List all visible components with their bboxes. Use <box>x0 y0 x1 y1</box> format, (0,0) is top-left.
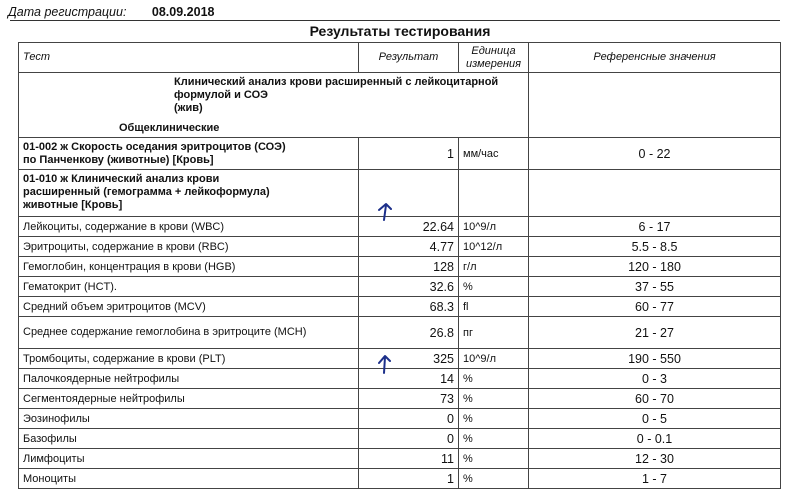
row-result: 11 <box>359 449 459 469</box>
table-header-row <box>19 43 781 73</box>
row-unit: % <box>459 409 529 429</box>
test-cbc-unit <box>459 170 529 217</box>
table-row <box>19 217 781 237</box>
table-row <box>19 297 781 317</box>
row-result: 14 <box>359 369 459 389</box>
table-row <box>19 277 781 297</box>
row-reference: 21 - 27 <box>529 317 781 349</box>
header-result: Результат <box>359 43 459 73</box>
row-test-name: Среднее содержание гемоглобина в эритроците (MCH) <box>19 317 359 349</box>
table-row <box>19 469 781 489</box>
row-test-name: Лимфоциты <box>19 449 359 469</box>
test-cbc-name <box>19 170 359 217</box>
section-general-blank <box>529 115 781 138</box>
row-unit: % <box>459 389 529 409</box>
row-unit: % <box>459 429 529 449</box>
row-reference: 1 - 7 <box>529 469 781 489</box>
header-unit-line1: Единица <box>471 44 516 57</box>
header-unit <box>459 43 529 73</box>
table-row <box>19 170 781 217</box>
table-row <box>19 449 781 469</box>
top-divider <box>10 20 780 21</box>
test-cbc-ref <box>529 170 781 217</box>
table-row <box>19 349 781 369</box>
section-panel-line1: Клинический анализ крови расширенный с лейкоцитарной формулой и СОЭ <box>174 76 499 101</box>
header-reference: Референсные значения <box>529 43 781 73</box>
pen-arrow-up-stroke <box>379 356 390 373</box>
table-row <box>19 257 781 277</box>
test-cbc-line2: расширенный (гемограмма + лейкоформула) <box>23 186 270 198</box>
row-test-name: Сегментоядерные нейтрофилы <box>19 389 359 409</box>
row-reference: 0 - 3 <box>529 369 781 389</box>
row-unit: 10^9/л <box>459 217 529 237</box>
section-general-row <box>19 115 781 138</box>
row-test-name: Эозинофилы <box>19 409 359 429</box>
header-test: Тест <box>19 43 359 73</box>
row-test-name: Средний объем эритроцитов (MCV) <box>19 297 359 317</box>
table-row <box>19 389 781 409</box>
test-esr-result: 1 <box>359 138 459 170</box>
row-reference: 0 - 0.1 <box>529 429 781 449</box>
row-reference: 60 - 77 <box>529 297 781 317</box>
row-unit: % <box>459 277 529 297</box>
report-title: Результаты тестирования <box>309 23 491 39</box>
row-result: 68.3 <box>359 297 459 317</box>
row-reference: 5.5 - 8.5 <box>529 237 781 257</box>
row-unit: г/л <box>459 257 529 277</box>
results-rows <box>19 217 781 489</box>
row-unit: % <box>459 449 529 469</box>
section-panel-line2: (жив) <box>174 102 203 114</box>
test-esr-line1: 01-002 ж Скорость оседания эритроцитов (СОЭ) <box>23 140 286 153</box>
row-unit: 10^12/л <box>459 237 529 257</box>
test-cbc-line1: 01-010 ж Клинический анализ крови <box>23 173 220 185</box>
section-panel-row <box>19 73 781 116</box>
registration-date: 08.09.2018 <box>151 5 215 19</box>
section-panel-title <box>19 73 529 116</box>
pen-arrow-up-icon <box>374 352 396 374</box>
registration-label: Дата регистрации: <box>8 5 127 19</box>
table-row <box>19 317 781 349</box>
row-reference: 12 - 30 <box>529 449 781 469</box>
test-esr-line2: по Панченкову (животные) [Кровь] <box>23 153 214 166</box>
test-cbc-line3: животные [Кровь] <box>23 199 123 211</box>
row-test-name: Гемоглобин, концентрация в крови (HGB) <box>19 257 359 277</box>
row-reference: 0 - 5 <box>529 409 781 429</box>
row-test-name: Базофилы <box>19 429 359 449</box>
row-test-name: Моноциты <box>19 469 359 489</box>
header-unit-line2: измерения <box>465 57 522 70</box>
test-esr-name <box>19 138 359 170</box>
row-reference: 6 - 17 <box>529 217 781 237</box>
row-test-name: Лейкоциты, содержание в крови (WBC) <box>19 217 359 237</box>
row-result: 0 <box>359 429 459 449</box>
section-panel-blank <box>529 73 781 116</box>
section-general-title: Общеклинические <box>19 115 529 138</box>
row-result: 32.6 <box>359 277 459 297</box>
table-row <box>19 369 781 389</box>
pen-arrow-up-stroke <box>379 204 391 220</box>
row-unit: % <box>459 469 529 489</box>
row-test-name: Гематокрит (HCT). <box>19 277 359 297</box>
row-unit: % <box>459 369 529 389</box>
row-reference: 190 - 550 <box>529 349 781 369</box>
row-unit: пг <box>459 317 529 349</box>
row-result: 26.8 <box>359 317 459 349</box>
row-unit: 10^9/л <box>459 349 529 369</box>
table-row <box>19 138 781 170</box>
row-reference: 60 - 70 <box>529 389 781 409</box>
results-table <box>18 42 781 489</box>
pen-arrow-up-icon <box>374 200 396 222</box>
test-esr-ref: 0 - 22 <box>529 138 781 170</box>
row-test-name: Эритроциты, содержание в крови (RBC) <box>19 237 359 257</box>
row-reference: 37 - 55 <box>529 277 781 297</box>
row-unit: fl <box>459 297 529 317</box>
row-result: 73 <box>359 389 459 409</box>
table-row <box>19 409 781 429</box>
test-esr-unit: мм/час <box>459 138 529 170</box>
row-result: 1 <box>359 469 459 489</box>
row-reference: 120 - 180 <box>529 257 781 277</box>
row-result: 325 <box>359 349 459 369</box>
row-result: 128 <box>359 257 459 277</box>
table-row <box>19 237 781 257</box>
row-test-name: Палочкоядерные нейтрофилы <box>19 369 359 389</box>
row-result: 0 <box>359 409 459 429</box>
row-test-name: Тромбоциты, содержание в крови (PLT) <box>19 349 359 369</box>
row-result: 4.77 <box>359 237 459 257</box>
row-result: 22.64 <box>359 217 459 237</box>
table-row <box>19 429 781 449</box>
registration-line <box>8 5 214 19</box>
